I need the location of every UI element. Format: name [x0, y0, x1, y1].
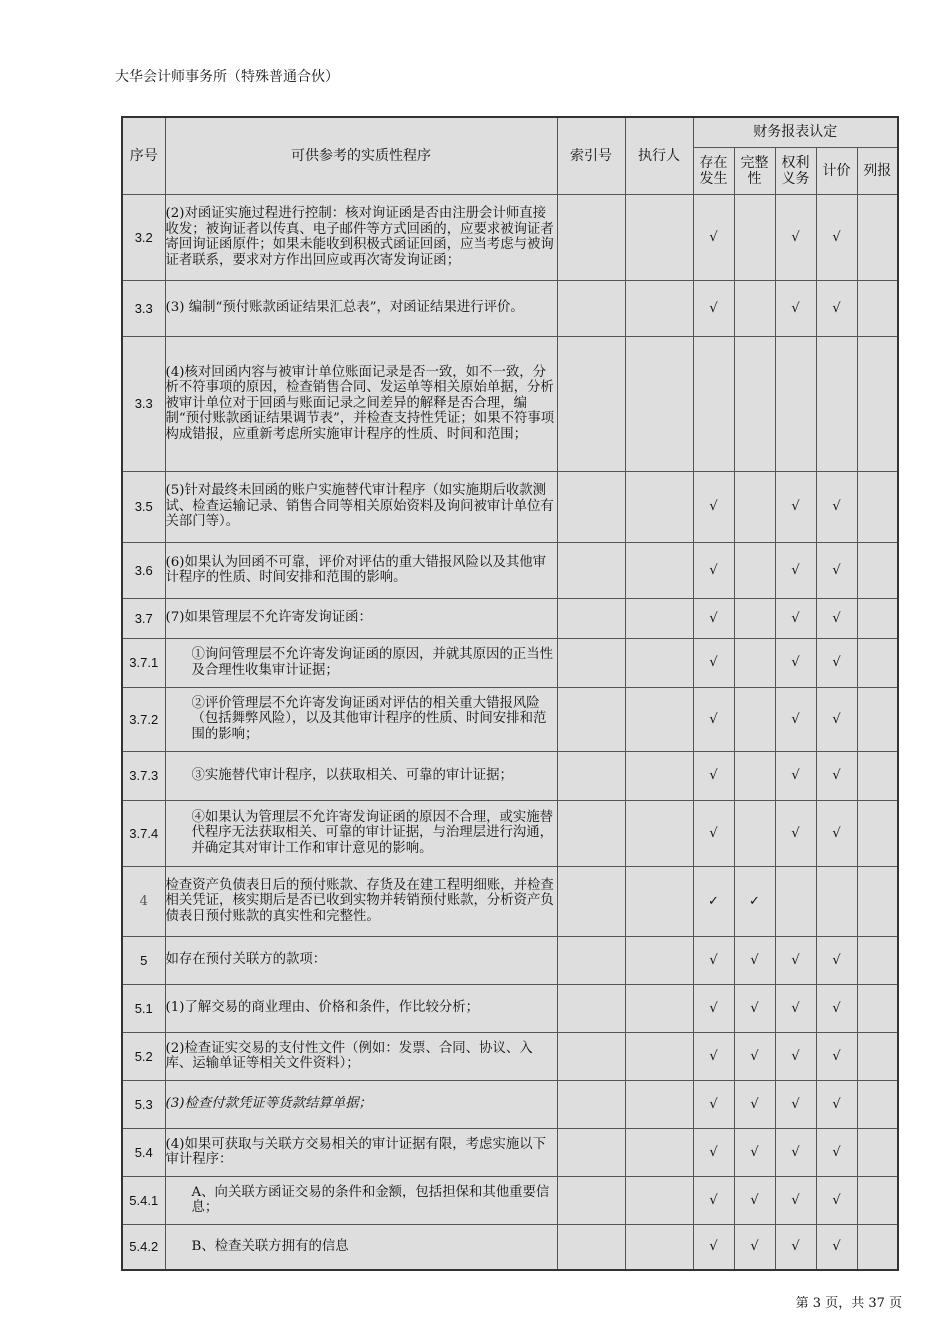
table-row: [122, 280, 898, 336]
check-rights: √: [775, 1176, 816, 1224]
check-existence: √: [693, 280, 734, 336]
row-executor: [625, 1224, 693, 1270]
row-executor: [625, 194, 693, 280]
check-presentation: [857, 687, 898, 751]
check-rights: √: [775, 638, 816, 687]
column-header-existence: 存在发生: [693, 147, 734, 194]
check-valuation: √: [816, 280, 857, 336]
table-row: [122, 1032, 898, 1080]
check-rights: √: [775, 984, 816, 1032]
row-executor: [625, 687, 693, 751]
check-completeness: [734, 542, 775, 598]
row-procedure: ④如果认为管理层不允许寄发询证函的原因不合理，或实施替代程序无法获取相关、可靠的审计证据，与治理层进行沟通，并确定其对审计工作和审计意见的影响。: [165, 800, 557, 866]
check-existence: √: [693, 800, 734, 866]
check-rights: √: [775, 471, 816, 542]
table-row: [122, 866, 898, 936]
row-executor: [625, 598, 693, 638]
row-executor: [625, 280, 693, 336]
check-existence: √: [693, 598, 734, 638]
check-completeness: √: [734, 1080, 775, 1128]
check-rights: √: [775, 598, 816, 638]
row-index: [557, 936, 625, 984]
row-index: [557, 471, 625, 542]
check-presentation: [857, 1032, 898, 1080]
check-existence: √: [693, 1080, 734, 1128]
row-procedure: ①询问管理层不允许寄发询证函的原因，并就其原因的正当性及合理性收集审计证据；: [165, 638, 557, 687]
check-rights: √: [775, 1032, 816, 1080]
check-presentation: [857, 1224, 898, 1270]
row-seq: 3.7.4: [122, 800, 165, 866]
check-existence: √: [693, 1176, 734, 1224]
check-completeness: √: [734, 936, 775, 984]
row-procedure: (3)检查付款凭证等货款结算单据；: [165, 1080, 557, 1128]
check-valuation: √: [816, 1128, 857, 1176]
check-completeness: √: [734, 1176, 775, 1224]
check-rights: √: [775, 194, 816, 280]
check-rights: √: [775, 1224, 816, 1270]
row-seq: 3.3: [122, 336, 165, 471]
row-index: [557, 1224, 625, 1270]
row-executor: [625, 1176, 693, 1224]
column-header-seq: 序号: [122, 117, 165, 194]
row-procedure: (4)核对回函内容与被审计单位账面记录是否一致，如不一致，分析不符事项的原因，检查销售合同、发运单等相关原始单据，分析被审计单位对于回函与账面记录之间差异的解释是否合理，编制“预付账款函证结果调节表”，并检查支持性凭证；如果不符事项构成错报，应重新考虑所实施审计程序的性质、时间和范围；: [165, 336, 557, 471]
check-rights: √: [775, 542, 816, 598]
check-completeness: [734, 336, 775, 471]
check-rights: √: [775, 1128, 816, 1176]
row-seq: 3.7.1: [122, 638, 165, 687]
row-executor: [625, 984, 693, 1032]
check-presentation: [857, 542, 898, 598]
row-index: [557, 336, 625, 471]
check-existence: √: [693, 542, 734, 598]
row-seq: 3.7.3: [122, 751, 165, 800]
check-presentation: [857, 1176, 898, 1224]
check-existence: √: [693, 1128, 734, 1176]
table-row: [122, 687, 898, 751]
check-completeness: [734, 800, 775, 866]
row-seq: 3.3: [122, 280, 165, 336]
column-header-presentation: 列报: [857, 147, 898, 194]
row-seq: 5.4: [122, 1128, 165, 1176]
check-completeness: ✓: [734, 866, 775, 936]
row-index: [557, 280, 625, 336]
check-valuation: [816, 866, 857, 936]
check-presentation: [857, 936, 898, 984]
row-procedure: (4)如果可获取与关联方交易相关的审计证据有限，考虑实施以下审计程序：: [165, 1128, 557, 1176]
check-presentation: [857, 751, 898, 800]
row-index: [557, 1128, 625, 1176]
row-seq: 5: [122, 936, 165, 984]
check-valuation: √: [816, 687, 857, 751]
table-row: [122, 336, 898, 471]
check-existence: ✓: [693, 866, 734, 936]
check-existence: √: [693, 194, 734, 280]
row-executor: [625, 866, 693, 936]
check-valuation: √: [816, 1224, 857, 1270]
check-rights: [775, 866, 816, 936]
check-existence: √: [693, 687, 734, 751]
check-rights: √: [775, 687, 816, 751]
check-existence: √: [693, 1032, 734, 1080]
check-rights: √: [775, 1080, 816, 1128]
row-seq: 5.4.1: [122, 1176, 165, 1224]
table-row: [122, 984, 898, 1032]
row-seq: 3.7: [122, 598, 165, 638]
check-valuation: √: [816, 1032, 857, 1080]
row-procedure: (2)检查证实交易的支付性文件（例如：发票、合同、协议、入库、运输单证等相关文件资料）；: [165, 1032, 557, 1080]
audit-procedures-table: [121, 116, 899, 1271]
row-index: [557, 687, 625, 751]
page-number: 第 3 页，共 37 页: [795, 1296, 902, 1311]
column-header-procedure: 可供参考的实质性程序: [165, 117, 557, 194]
check-completeness: [734, 638, 775, 687]
check-rights: √: [775, 800, 816, 866]
row-index: [557, 1032, 625, 1080]
row-procedure: ③实施替代审计程序，以获取相关、可靠的审计证据；: [165, 751, 557, 800]
row-seq: 4: [122, 866, 165, 936]
check-completeness: [734, 687, 775, 751]
table-row: [122, 936, 898, 984]
table-row: [122, 1128, 898, 1176]
check-valuation: [816, 336, 857, 471]
check-valuation: √: [816, 751, 857, 800]
row-executor: [625, 471, 693, 542]
column-header-index: 索引号: [557, 117, 625, 194]
check-completeness: √: [734, 984, 775, 1032]
row-executor: [625, 336, 693, 471]
check-valuation: √: [816, 984, 857, 1032]
check-completeness: [734, 751, 775, 800]
column-header-valuation: 计价: [816, 147, 857, 194]
row-index: [557, 1080, 625, 1128]
row-seq: 5.1: [122, 984, 165, 1032]
table-row: [122, 751, 898, 800]
row-procedure: (5)针对最终未回函的账户实施替代审计程序（如实施期后收款测试、检查运输记录、销售合同等相关原始资料及询问被审计单位有关部门等）。: [165, 471, 557, 542]
check-valuation: √: [816, 194, 857, 280]
check-presentation: [857, 984, 898, 1032]
check-rights: [775, 336, 816, 471]
row-index: [557, 751, 625, 800]
row-procedure: 检查资产负债表日后的预付账款、存货及在建工程明细账，并检查相关凭证，核实期后是否已收到实物并转销预付账款，分析资产负债表日预付账款的真实性和完整性。: [165, 866, 557, 936]
check-valuation: √: [816, 638, 857, 687]
row-index: [557, 866, 625, 936]
row-index: [557, 598, 625, 638]
table-row: [122, 598, 898, 638]
check-presentation: [857, 471, 898, 542]
check-completeness: √: [734, 1128, 775, 1176]
check-rights: √: [775, 751, 816, 800]
row-seq: 5.4.2: [122, 1224, 165, 1270]
row-index: [557, 984, 625, 1032]
row-procedure: ②评价管理层不允许寄发询证函对评估的相关重大错报风险（包括舞弊风险），以及其他审计程序的性质、时间安排和范围的影响；: [165, 687, 557, 751]
check-presentation: [857, 194, 898, 280]
row-index: [557, 1176, 625, 1224]
check-rights: √: [775, 936, 816, 984]
check-completeness: [734, 280, 775, 336]
column-header-executor: 执行人: [625, 117, 693, 194]
check-presentation: [857, 800, 898, 866]
firm-name-header: 大华会计师事务所（特殊普通合伙）: [115, 69, 339, 85]
table-row: [122, 1224, 898, 1270]
row-procedure: A、向关联方函证交易的条件和金额，包括担保和其他重要信息；: [165, 1176, 557, 1224]
row-executor: [625, 1032, 693, 1080]
table-row: [122, 194, 898, 280]
check-valuation: √: [816, 598, 857, 638]
check-valuation: √: [816, 471, 857, 542]
row-executor: [625, 936, 693, 984]
row-executor: [625, 751, 693, 800]
row-procedure: (6)如果认为回函不可靠，评价对评估的重大错报风险以及其他审计程序的性质、时间安排和范围的影响。: [165, 542, 557, 598]
table-row: [122, 471, 898, 542]
row-index: [557, 194, 625, 280]
row-procedure: (7)如果管理层不允许寄发询证函：: [165, 598, 557, 638]
check-valuation: √: [816, 542, 857, 598]
row-procedure: B、检查关联方拥有的信息: [165, 1224, 557, 1270]
check-presentation: [857, 280, 898, 336]
table-row: [122, 1176, 898, 1224]
row-executor: [625, 542, 693, 598]
check-existence: √: [693, 1224, 734, 1270]
check-existence: √: [693, 638, 734, 687]
check-presentation: [857, 1080, 898, 1128]
check-valuation: √: [816, 1176, 857, 1224]
check-presentation: [857, 336, 898, 471]
row-seq: 3.5: [122, 471, 165, 542]
row-seq: 3.2: [122, 194, 165, 280]
table-row: [122, 1080, 898, 1128]
check-existence: √: [693, 936, 734, 984]
check-valuation: √: [816, 936, 857, 984]
table-row: [122, 800, 898, 866]
row-procedure: (1)了解交易的商业理由、价格和条件，作比较分析；: [165, 984, 557, 1032]
row-seq: 5.3: [122, 1080, 165, 1128]
row-seq: 3.7.2: [122, 687, 165, 751]
check-existence: [693, 336, 734, 471]
column-header-rights: 权利义务: [775, 147, 816, 194]
check-valuation: √: [816, 1080, 857, 1128]
row-index: [557, 542, 625, 598]
check-completeness: √: [734, 1224, 775, 1270]
check-completeness: [734, 194, 775, 280]
check-presentation: [857, 638, 898, 687]
check-existence: √: [693, 471, 734, 542]
check-presentation: [857, 1128, 898, 1176]
check-presentation: [857, 598, 898, 638]
check-existence: √: [693, 751, 734, 800]
row-executor: [625, 1080, 693, 1128]
row-seq: 3.6: [122, 542, 165, 598]
row-executor: [625, 800, 693, 866]
row-procedure: (2)对函证实施过程进行控制：核对询证函是否由注册会计师直接收发；被询证者以传真、电子邮件等方式回函的，应要求被询证者寄回询证函原件；如果未能收到积极式函证回函，应当考虑与被询证者联系，要求对方作出回应或再次寄发询证函；: [165, 194, 557, 280]
table-row: [122, 542, 898, 598]
check-existence: √: [693, 984, 734, 1032]
row-index: [557, 638, 625, 687]
check-completeness: √: [734, 1032, 775, 1080]
check-presentation: [857, 866, 898, 936]
column-group-assertions: 财务报表认定: [693, 117, 898, 147]
row-index: [557, 800, 625, 866]
column-header-completeness: 完整性: [734, 147, 775, 194]
row-executor: [625, 638, 693, 687]
check-valuation: √: [816, 800, 857, 866]
check-completeness: [734, 471, 775, 542]
row-procedure: (3) 编制“预付账款函证结果汇总表”，对函证结果进行评价。: [165, 280, 557, 336]
check-rights: √: [775, 280, 816, 336]
table-row: [122, 638, 898, 687]
row-seq: 5.2: [122, 1032, 165, 1080]
row-executor: [625, 1128, 693, 1176]
row-procedure: 如存在预付关联方的款项：: [165, 936, 557, 984]
check-completeness: [734, 598, 775, 638]
